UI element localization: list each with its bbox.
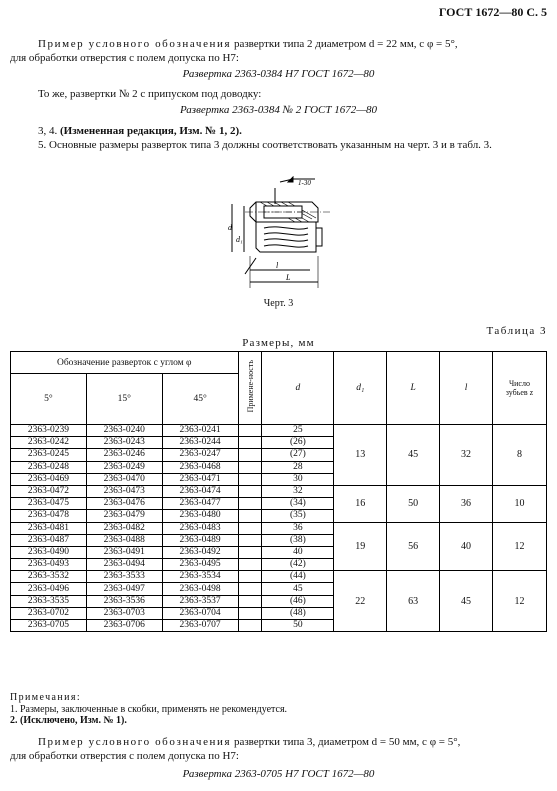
designation-cell: 2363-0494 [86,559,162,571]
d-cell: (34) [262,498,334,510]
designation-cell: 2363-0477 [162,498,238,510]
designation-cell: 2363-0491 [86,546,162,558]
example-text: развертки типа 2 диаметром d = 22 мм, с φ = 5°, [231,38,458,50]
d-cell: (44) [262,571,334,583]
notes [10,692,287,727]
d-cell: (26) [262,437,334,449]
tooth-line-3 [264,239,308,241]
dimensions-table [10,351,547,632]
designation-cell: 2363-3536 [86,595,162,607]
designation-3: Развертка 2363-0705 H7 ГОСТ 1672—80 [182,768,375,780]
reamer-drawing-svg [190,176,380,294]
L-group-cell: 56 [387,522,440,571]
designation-cell: 2363-0475 [11,498,87,510]
designation-cell: 2363-0707 [162,620,238,632]
designation-cell: 2363-0703 [86,607,162,619]
designation-cell: 2363-0478 [11,510,87,522]
designation-cell: 2363-0493 [11,559,87,571]
application-cell [238,473,262,485]
d-cell: (35) [262,510,334,522]
tooth-line-2 [264,233,308,235]
revision-note: (Измененная редакция, Изм. № 1, 2). [60,125,242,137]
designation-cell: 2363-0492 [162,546,238,558]
example2-text-line2: для обработки отверстия с полем допуска по H7: [10,750,239,762]
reamer-drawing [190,176,380,294]
angle-5-header: 5° [11,374,87,425]
designation-cell: 2363-0248 [11,461,87,473]
paragraph-4: 5. Основные размеры разверток типа 3 должны соответствовать указанным на черт. 3 и в табл. 3. [38,139,492,151]
application-cell [238,559,262,571]
designation-cell: 2363-0490 [11,546,87,558]
designation-cell: 2363-0472 [11,485,87,497]
designation-cell: 2363-0474 [162,485,238,497]
designation-cell: 2363-3534 [162,571,238,583]
table-row [11,425,547,437]
section-number: 3, 4. [38,125,60,137]
d-cell: (38) [262,534,334,546]
designation-group-header: Обозначение разверток с углом φ [11,352,239,374]
designation-cell: 2363-0471 [162,473,238,485]
designation-cell: 2363-0498 [162,583,238,595]
designation-cell: 2363-3535 [11,595,87,607]
table-units: Размеры, мм [242,337,315,349]
L-label: L [286,273,291,282]
example-paragraph-2 [10,735,545,763]
note-1: 1. Размеры, заключенные в скобки, применять не рекомендуется. [10,703,288,715]
L-header: L [387,352,440,425]
designation-cell: 2363-0488 [86,534,162,546]
designation-1: Развертка 2363-0384 H7 ГОСТ 1672—80 [182,68,375,80]
angle-45-header: 45° [162,374,238,425]
teeth-header: Число зубьев z [492,352,546,425]
example2-lead: Пример условного обозначения [38,736,232,748]
note-2: 2. (Исключено, Изм. № 1). [10,715,127,726]
d1-group-cell: 13 [334,425,387,486]
designation-cell: 2363-0705 [11,620,87,632]
designation-cell: 2363-0482 [86,522,162,534]
tooth-line-1 [264,227,308,229]
application-cell [238,461,262,473]
designation-cell: 2363-0241 [162,425,238,437]
d-cell: 25 [262,425,334,437]
designation-cell: 2363-0470 [86,473,162,485]
designation-cell: 2363-0249 [86,461,162,473]
l-group-cell: 32 [440,425,493,486]
l-group-cell: 40 [440,522,493,571]
designation-cell: 2363-0483 [162,522,238,534]
d1-group-cell: 19 [334,522,387,571]
designation-cell: 2363-3533 [86,571,162,583]
d-cell: 36 [262,522,334,534]
designation-cell: 2363-0479 [86,510,162,522]
d1-header: d₁ [334,352,387,425]
z-group-cell: 12 [492,571,546,632]
d-cell: 30 [262,473,334,485]
designation-cell: 2363-0473 [86,485,162,497]
designation-cell: 2363-0244 [162,437,238,449]
d1-group-cell: 22 [334,571,387,632]
example-text-line2: для обработки отверстия с полем допуска по H7: [10,52,239,64]
designation-cell: 2363-0246 [86,449,162,461]
d1-group-cell: 16 [334,485,387,522]
application-cell [238,485,262,497]
designation-cell: 2363-0481 [11,522,87,534]
application-cell [238,546,262,558]
designation-cell: 2363-0242 [11,437,87,449]
d-cell: 40 [262,546,334,558]
application-cell [238,449,262,461]
paragraph-2: То же, развертки № 2 с припуском под доводку: [38,88,262,100]
d-label: d [228,223,232,232]
table-row [11,485,547,497]
designation-cell: 2363-0489 [162,534,238,546]
designation-cell: 2363-3537 [162,595,238,607]
leader-line [245,258,256,274]
drawing-caption: Черт. 3 [263,298,294,309]
application-cell [238,425,262,437]
L-group-cell: 45 [387,425,440,486]
d-cell: (48) [262,607,334,619]
d-cell: (46) [262,595,334,607]
application-cell [238,437,262,449]
notes-heading: Примечания: [10,692,82,703]
designation-cell: 2363-3532 [11,571,87,583]
designation-cell: 2363-0468 [162,461,238,473]
application-cell [238,571,262,583]
designation-cell: 2363-0240 [86,425,162,437]
designation-cell: 2363-0480 [162,510,238,522]
L-group-cell: 50 [387,485,440,522]
table-number: Таблица 3 [486,325,547,337]
l-group-cell: 45 [440,571,493,632]
page-header: ГОСТ 1672—80 С. 5 [438,5,547,19]
L-group-cell: 63 [387,571,440,632]
designation-cell: 2363-0469 [11,473,87,485]
d-cell: 28 [262,461,334,473]
application-cell [238,498,262,510]
tooth-line-4 [264,245,308,247]
designation-cell: 2363-0247 [162,449,238,461]
d-cell: 32 [262,485,334,497]
application-cell [238,522,262,534]
designation-cell: 2363-0702 [11,607,87,619]
example-lead: Пример условного обозначения [38,38,232,50]
l-group-cell: 36 [440,485,493,522]
designation-cell: 2363-0239 [11,425,87,437]
designation-2: Развертка 2363-0384 № 2 ГОСТ 1672—80 [180,104,377,116]
z-group-cell: 8 [492,425,546,486]
application-cell [238,510,262,522]
z-group-cell: 12 [492,522,546,571]
application-cell [238,595,262,607]
designation-cell: 2363-0704 [162,607,238,619]
angle-label: 1-30 [298,179,311,187]
designation-cell: 2363-0706 [86,620,162,632]
application-header: Примене-ность [238,352,262,425]
designation-cell: 2363-0495 [162,559,238,571]
designation-cell: 2363-0476 [86,498,162,510]
designation-cell: 2363-0496 [11,583,87,595]
reamer-body [256,222,316,252]
paragraph-3 [10,124,545,138]
application-cell [238,583,262,595]
designation-cell: 2363-0243 [86,437,162,449]
application-cell [238,607,262,619]
application-cell [238,534,262,546]
l-label: l [276,261,279,270]
d-cell: 50 [262,620,334,632]
reamer-shank [316,228,322,246]
example2-text: развертки типа 3, диаметром d = 50 мм, с φ = 5°, [231,736,461,748]
example-paragraph-1 [10,37,545,65]
d-header: d [262,352,334,425]
l-header: l [440,352,493,425]
designation-cell: 2363-0497 [86,583,162,595]
d-cell: 45 [262,583,334,595]
table-row [11,571,547,583]
d1-label: d₁ [236,235,243,244]
designation-cell: 2363-0487 [11,534,87,546]
application-cell [238,620,262,632]
table-row [11,522,547,534]
angle-15-header: 15° [86,374,162,425]
z-group-cell: 10 [492,485,546,522]
designation-cell: 2363-0245 [11,449,87,461]
d-cell: (27) [262,449,334,461]
d-cell: (42) [262,559,334,571]
